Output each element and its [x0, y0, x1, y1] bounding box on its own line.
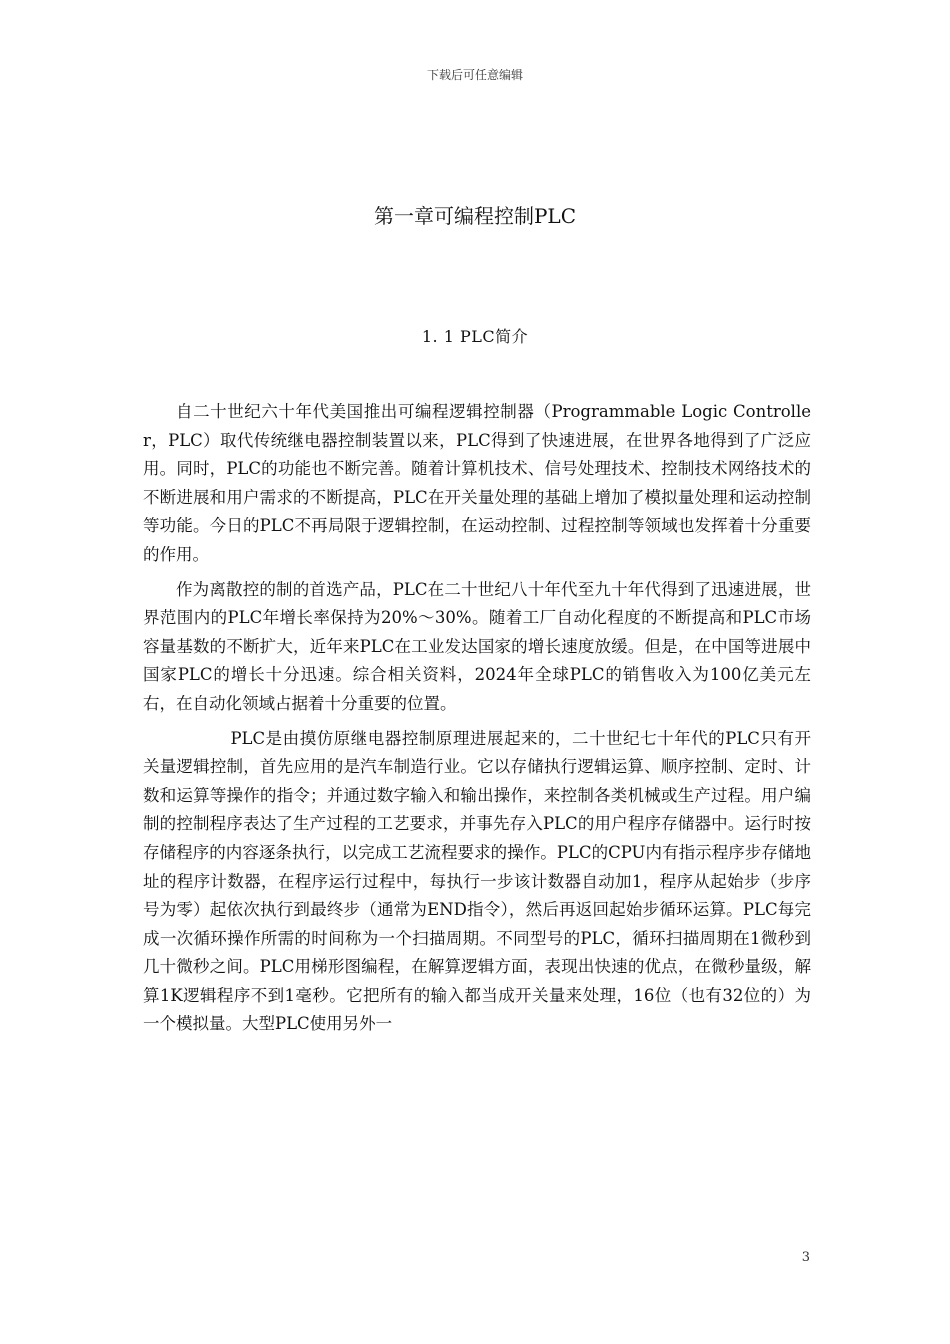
chapter-title: 第一章可编程控制PLC [373, 204, 577, 228]
paragraph-1: 自二十世纪六十年代美国推出可编程逻辑控制器（Programmable Logic Controller，PLC）取代传统继电器控制装置以来，PLC得到了快速进展，在世界各地得到了广泛应用。同时，PLC的功能也不断完善。随着计算机技术、信号处理技术、控制技术网络技术的不断进展和用户需求的不断提高，PLC在开关量处理的基础上增加了模拟量处理和运动控制等功能。今日的PLC不再局限于逻辑控制，在运动控制、过程控制等领域也发挥着十分重要的作用。 [143, 402, 811, 564]
paragraph-3: PLC是由摸仿原继电器控制原理进展起来的，二十世纪七十年代的PLC只有开关量逻辑控制，首先应用的是汽车制造行业。它以存储执行逻辑运算、顺序控制、定时、计数和运算等操作的指令；并通过数字输入和输出操作，来控制各类机械或生产过程。用户编制的控制程序表达了生产过程的工艺要求，并事先存入PLC的用户程序存储器中。运行时按存储程序的内容逐条执行，以完成工艺流程要求的操作。PLC的CPU内有指示程序步存储地址的程序计数器，在程序运行过程中，每执行一步该计数器自动加1，程序从起始步（步序号为零）起依次执行到最终步（通常为END指令），然后再返回起始步循环运算。PLC每完成一次循环操作所需的时间称为一个扫描周期。不同型号的PLC，循环扫描周期在1微秒到几十微秒之间。PLC用梯形图编程，在解算逻辑方面，表现出快速的优点，在微秒量级，解算1K逻辑程序不到1毫秒。它把所有的输入都当成开关量来处理，16位（也有32位的）为一个模拟量。大型PLC使用另外一 [143, 728, 811, 1034]
body-text [143, 398, 811, 1045]
page-header-note: 下载后可任意编辑 [426, 68, 523, 82]
paragraph-2: 作为离散控的制的首选产品，PLC在二十世纪八十年代至九十年代得到了迅速进展，世界范围内的PLC年增长率保持为20%～30%。随着工厂自动化程度的不断提高和PLC市场容量基数的不断扩大，近年来PLC在工业发达国家的增长速度放缓。但是，在中国等进展中国家PLC的增长十分迅速。综合相关资料，2024年全球PLC的销售收入为100亿美元左右，在自动化领域占据着十分重要的位置。 [143, 579, 811, 713]
page-number: 3 [801, 1250, 810, 1265]
section-title: 1. 1 PLC简介 [421, 327, 529, 346]
